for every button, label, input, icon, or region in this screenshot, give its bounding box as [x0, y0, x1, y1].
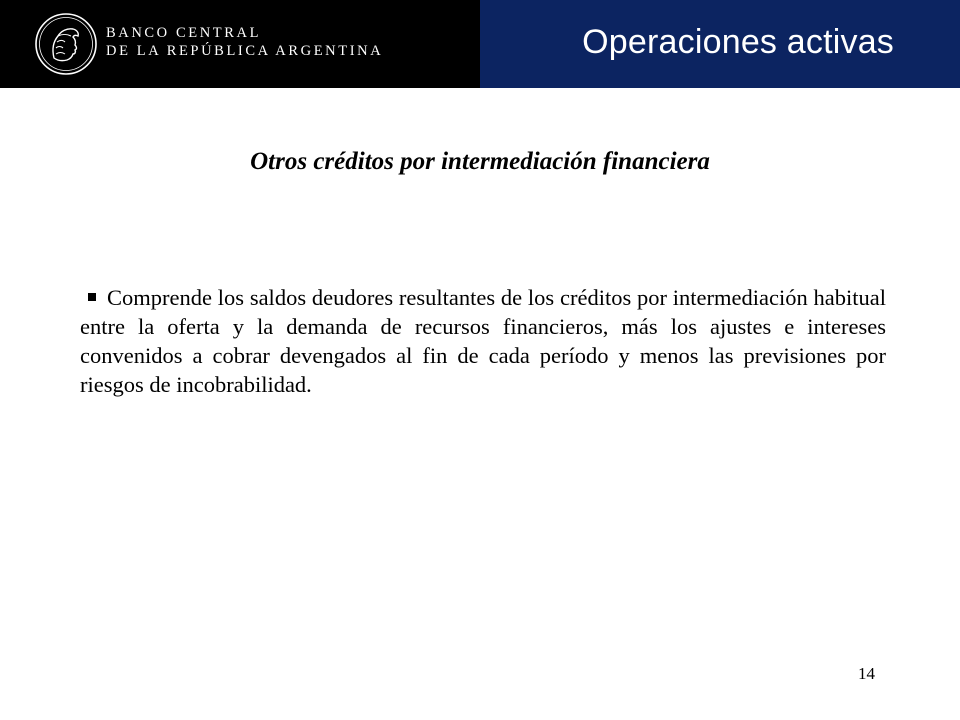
bullet-text: Comprende los saldos deudores resultantes de los créditos por intermediación habitual entre la oferta y la demanda de recursos financieros, más los ajustes e intereses convenidos a cobrar devengados al fin de cada período y menos las previsiones por riesgos de incobrabilidad.: [80, 285, 886, 397]
republic-head-seal-icon: [34, 12, 98, 76]
slide-title: Otros créditos por intermediación financiera: [250, 148, 710, 175]
bank-name-line2: DE LA REPÚBLICA ARGENTINA: [106, 43, 384, 59]
bank-name-line1: BANCO CENTRAL: [106, 25, 262, 41]
header-title-panel: [480, 0, 960, 88]
section-title: Operaciones activas: [582, 23, 894, 61]
square-bullet-icon: [88, 293, 96, 301]
bank-name: [106, 24, 383, 60]
page-number: 14: [858, 664, 875, 683]
bullet-paragraph: [80, 283, 886, 399]
slide-header: [0, 0, 960, 88]
header-logo-panel: [0, 0, 480, 88]
